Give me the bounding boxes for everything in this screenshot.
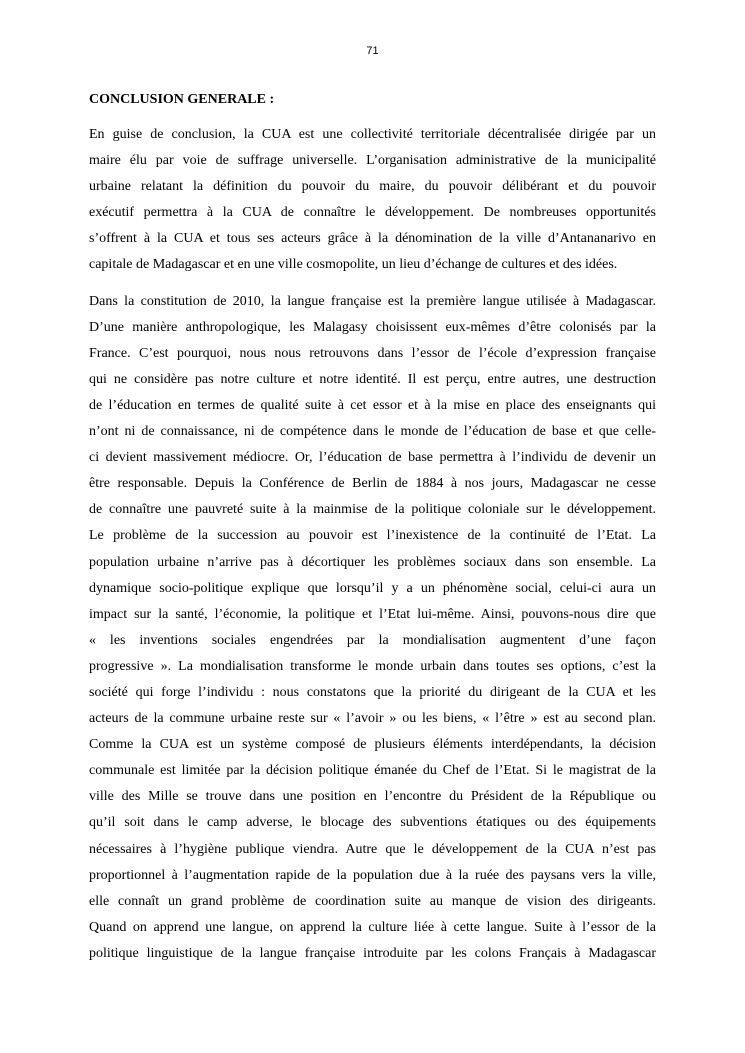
text-line: impact sur la santé, l’économie, la politique et l’Etat lui-même. Ainsi, pouvons-nous dire que (89, 606, 656, 622)
section-heading: CONCLUSION GENERALE : (89, 92, 275, 107)
text-line: Quand on apprend une langue, on apprend la culture liée à cette langue. Suite à l’essor de la (89, 919, 656, 935)
text-line: être responsable. Depuis la Conférence de Berlin de 1884 à nos jours, Madagascar ne cesse (89, 476, 656, 492)
document-body (89, 90, 656, 977)
text-line: ci devient massivement médiocre. Or, l’éducation de base permettra à l’individu de devenir un (89, 450, 656, 466)
text-line: Dans la constitution de 2010, la langue française est la première langue utilisée à Madagascar. (89, 293, 656, 309)
text-line: de l’éducation en termes de qualité suite à cet essor et à la mise en place des enseignants qui (89, 397, 656, 413)
text-line: acteurs de la commune urbaine reste sur « l’avoir » ou les biens, « l’être » est au second plan. (89, 711, 656, 727)
text-line: nécessaires à l’hygiène publique viendra. Autre que le développement de la CUA n’est pas (89, 841, 656, 857)
text-line: urbaine relatant la définition du pouvoir du maire, du pouvoir délibérant et du pouvoir (89, 179, 656, 195)
text-line: En guise de conclusion, la CUA est une collectivité territoriale décentralisée dirigée par un (89, 127, 656, 142)
page-number: 71 (366, 45, 379, 57)
text-line: maire élu par voie de suffrage universelle. L’organisation administrative de la municipalité (89, 153, 656, 169)
text-line: qu’il soit dans le camp adverse, le blocage des subventions étatiques ou des équipements (89, 815, 656, 831)
text-line: communale est limitée par la décision politique émanée du Chef de l’Etat. Si le magistrat de la (89, 763, 656, 779)
text-line: D’une manière anthropologique, les Malagasy choisissent eux-mêmes d’être colonisés par la (89, 319, 656, 335)
text-line: progressive ». La mondialisation transforme le monde urbain dans toutes ses options, c’est la (89, 658, 656, 674)
paragraph-2 (89, 289, 656, 967)
text-line: de connaître une pauvreté suite à la mainmise de la politique coloniale sur le développement. (89, 502, 656, 518)
text-line: « les inventions sociales engendrées par la mondialisation augmentent d’une façon (89, 632, 656, 648)
text-line: n’ont ni de connaissance, ni de compétence dans le monde de l’éducation de base et que celle- (89, 424, 656, 440)
text-line: société qui forge l’individu : nous constatons que la priorité du dirigeant de la CUA et les (89, 684, 656, 700)
text-line: Comme la CUA est un système composé de plusieurs éléments interdépendants, la décision (89, 737, 656, 753)
text-line: elle connaît un grand problème de coordination suite au manque de vision des dirigeants. (89, 893, 656, 909)
text-line: politique linguistique de la langue française introduite par les colons Français à Madagascar (89, 945, 656, 961)
text-line: ville des Mille se trouve dans une position en l’encontre du Président de la République ou (89, 789, 656, 805)
paragraph-1 (89, 122, 656, 279)
text-line: dynamique socio-politique explique que lorsqu’il y a un phénomène social, celui-ci aura un (89, 580, 656, 596)
text-line: proportionnel à l’augmentation rapide de la population due à la ruée des paysans vers la ville, (89, 867, 656, 883)
text-line: qui ne considère pas notre culture et notre identité. Il est perçu, entre autres, une destruction (89, 371, 656, 387)
text-line: Le problème de la succession au pouvoir est l’inexistence de la continuité de l’Etat. La (89, 528, 656, 544)
text-line: exécutif permettra à la CUA de connaître le développement. De nombreuses opportunités (89, 205, 656, 221)
text-line: population urbaine n’arrive pas à décortiquer les problèmes sociaux dans son ensemble. La (89, 554, 656, 570)
text-line: capitale de Madagascar et en une ville cosmopolite, un lieu d’échange de cultures et des idées. (89, 257, 618, 273)
text-line: s’offrent à la CUA et tous ses acteurs grâce à la dénomination de la ville d’Antananarivo en (89, 231, 656, 247)
text-line: France. C’est pourquoi, nous nous retrouvons dans l’essor de l’école d’expression française (89, 345, 656, 361)
